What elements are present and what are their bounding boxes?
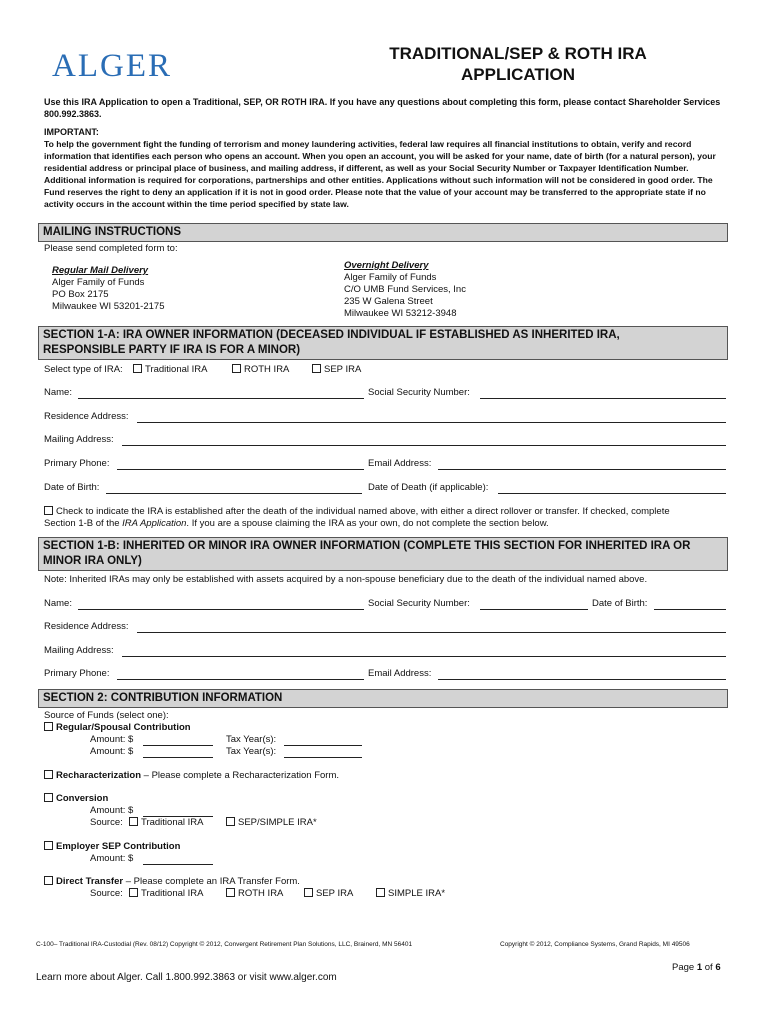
- ssn-label: Social Security Number:: [368, 387, 470, 398]
- dod-field[interactable]: [498, 493, 726, 494]
- inherited-check-text: Section 1-B of the: [44, 518, 123, 529]
- option-label: Traditional IRA: [141, 817, 204, 828]
- email-field[interactable]: [438, 469, 726, 470]
- inherited-check-text: . If you are a spouse claiming the IRA as your own, do not complete the section below.: [186, 518, 549, 529]
- dob-field[interactable]: [106, 493, 362, 494]
- tax-year-field[interactable]: [284, 757, 362, 758]
- direct-transfer-text: – Please complete an IRA Transfer Form.: [123, 876, 300, 887]
- select-ira-label: Select type of IRA:: [44, 364, 123, 375]
- s1b-residence-field[interactable]: [137, 632, 726, 633]
- conversion-label: Conversion: [56, 793, 109, 804]
- s1b-title-2: MINOR IRA ONLY): [43, 555, 142, 567]
- option-label: SEP IRA: [316, 888, 354, 899]
- checkbox-icon: [226, 888, 235, 897]
- roth-ira-checkbox[interactable]: [232, 364, 289, 376]
- checkbox-icon: [129, 888, 138, 897]
- option-label: SIMPLE IRA*: [388, 888, 446, 899]
- regular-mail-label: Regular Mail Delivery: [52, 265, 149, 276]
- important-label: IMPORTANT:: [44, 127, 99, 137]
- page-prefix: Page: [672, 962, 697, 973]
- inherited-checkbox[interactable]: [44, 506, 734, 530]
- employer-sep-label: Employer SEP Contribution: [56, 841, 181, 852]
- checkbox-icon: [304, 888, 313, 897]
- dob-label: Date of Birth:: [44, 482, 100, 493]
- title-line-2: APPLICATION: [461, 65, 575, 84]
- checkbox-icon: [376, 888, 385, 897]
- recharacterization-label: Recharacterization: [56, 770, 142, 781]
- s1a-title-1: SECTION 1-A: IRA OWNER INFORMATION (DECEASED INDIVIDUAL IF ESTABLISHED AS INHERITED IRA,: [43, 329, 620, 341]
- option-label: SEP IRA: [324, 364, 362, 375]
- mailing-section-header: MAILING INSTRUCTIONS: [38, 223, 728, 242]
- option-label: ROTH IRA: [244, 364, 290, 375]
- s1b-email-label: Email Address:: [368, 668, 432, 679]
- regular-contribution-label: Regular/Spousal Contribution: [56, 722, 191, 733]
- section-2-header: SECTION 2: CONTRIBUTION INFORMATION: [38, 689, 728, 708]
- conversion-sep-simple-checkbox[interactable]: [226, 817, 317, 829]
- checkbox-icon: [44, 770, 53, 779]
- footer-copyright-right: Copyright © 2012, Compliance Systems, Grand Rapids, MI 49506: [500, 941, 690, 948]
- amount-label: Amount: $: [90, 805, 134, 816]
- recharacterization-text: – Please complete a Recharacterization Form.: [141, 770, 340, 781]
- transfer-sep-checkbox[interactable]: [304, 888, 353, 900]
- s1b-dob-field[interactable]: [654, 609, 726, 610]
- regular-mail-block: [52, 265, 164, 313]
- overnight-line: C/O UMB Fund Services, Inc: [344, 284, 466, 295]
- checkbox-icon: [232, 364, 241, 373]
- amount-field[interactable]: [143, 745, 213, 746]
- regular-line: Alger Family of Funds: [52, 277, 145, 288]
- s1b-name-label: Name:: [44, 598, 72, 609]
- checkbox-icon: [133, 364, 142, 373]
- overnight-line: Alger Family of Funds: [344, 272, 437, 283]
- residence-label: Residence Address:: [44, 411, 129, 422]
- option-label: Traditional IRA: [141, 888, 204, 899]
- transfer-simple-checkbox[interactable]: [376, 888, 445, 900]
- page-total: 6: [715, 962, 721, 973]
- overnight-block: [344, 260, 466, 320]
- conversion-checkbox[interactable]: [44, 793, 108, 805]
- mailing-label: Mailing Address:: [44, 434, 114, 445]
- source-label: Source:: [90, 888, 123, 899]
- s1b-email-field[interactable]: [438, 679, 726, 680]
- title-line-1: TRADITIONAL/SEP & ROTH IRA: [389, 44, 647, 63]
- s1a-title-2: RESPONSIBLE PARTY IF IRA IS FOR A MINOR): [43, 344, 301, 356]
- amount-field[interactable]: [143, 757, 213, 758]
- s1b-dob-label: Date of Birth:: [592, 598, 648, 609]
- option-label: SEP/SIMPLE IRA*: [238, 817, 317, 828]
- name-label: Name:: [44, 387, 72, 398]
- intro-text: Use this IRA Application to open a Traditional, SEP, OR ROTH IRA. If you have any questions about completing this form, please contact Shareholder Services 800.992.3863.: [44, 97, 721, 119]
- transfer-traditional-checkbox[interactable]: [129, 888, 203, 900]
- checkbox-icon: [44, 793, 53, 802]
- residence-field[interactable]: [137, 422, 726, 423]
- send-text: Please send completed form to:: [44, 243, 178, 254]
- s1b-ssn-field[interactable]: [480, 609, 588, 610]
- amount-label: Amount: $: [90, 746, 134, 757]
- traditional-ira-checkbox[interactable]: [133, 364, 207, 376]
- amount-label: Amount: $: [90, 734, 134, 745]
- regular-contribution-checkbox[interactable]: [44, 722, 191, 734]
- checkbox-icon: [44, 841, 53, 850]
- section-1a-header: [38, 326, 728, 360]
- phone-field[interactable]: [117, 469, 364, 470]
- s1b-mailing-field[interactable]: [122, 656, 726, 657]
- regular-line: Milwaukee WI 53201-2175: [52, 301, 165, 312]
- direct-transfer-checkbox[interactable]: [44, 876, 300, 888]
- footer-copyright-left: C-100– Traditional IRA-Custodial (Rev. 08/12) Copyright © 2012, Convergent Retirement Plan Solutions, LLC, Brainerd, MN 56401: [36, 941, 413, 948]
- amount-label: Amount: $: [90, 853, 134, 864]
- section-1b-header: [38, 537, 728, 571]
- tax-year-label: Tax Year(s):: [226, 734, 277, 745]
- ssn-field[interactable]: [480, 398, 726, 399]
- transfer-roth-checkbox[interactable]: [226, 888, 283, 900]
- name-field[interactable]: [78, 398, 364, 399]
- dod-label: Date of Death (if applicable):: [368, 482, 489, 493]
- s1b-residence-label: Residence Address:: [44, 621, 129, 632]
- email-label: Email Address:: [368, 458, 432, 469]
- source-label: Source:: [90, 817, 123, 828]
- tax-year-field[interactable]: [284, 745, 362, 746]
- learn-more-text: Learn more about Alger. Call 1.800.992.3863 or visit www.alger.com: [36, 972, 337, 983]
- overnight-line: Milwaukee WI 53212-3948: [344, 308, 457, 319]
- source-of-funds-label: Source of Funds (select one):: [44, 710, 169, 721]
- employer-sep-checkbox[interactable]: [44, 841, 180, 853]
- s1b-phone-label: Primary Phone:: [44, 668, 110, 679]
- page-of: of: [702, 962, 716, 973]
- s1b-phone-field[interactable]: [117, 679, 364, 680]
- checkbox-icon: [312, 364, 321, 373]
- phone-label: Primary Phone:: [44, 458, 110, 469]
- important-text: To help the government fight the funding of terrorism and money laundering activities, federal law requires all financial institutions to obtain, verify and record information that identifies each person who opens an account. When you open an account, you will be asked for your name, date of birth (for a natural person), your residential address or principal place of business, and mailing address, if different, as well as your Social Security Number or Taxpayer Identification Number. Additional information is required for corporations, partnerships and other entities. Applications without such information will not be considered in good order. The Fund reserves the right to deny an application if it is not in good order. Please note that the value of your account may be transferred to the appropriate state if no activity occurs in the account within the time period specified by state law.: [44, 139, 716, 209]
- s1b-name-field[interactable]: [78, 609, 364, 610]
- tax-year-label: Tax Year(s):: [226, 746, 277, 757]
- checkbox-icon: [44, 506, 53, 515]
- s1b-note: Note: Inherited IRAs may only be established with assets acquired by a non-spouse beneficiary due to the death of the individual named above.: [44, 574, 648, 585]
- overnight-line: 235 W Galena Street: [344, 296, 433, 307]
- alger-logo: ALGER: [52, 48, 172, 84]
- recharacterization-checkbox[interactable]: [44, 770, 339, 782]
- checkbox-icon: [129, 817, 138, 826]
- option-label: ROTH IRA: [238, 888, 284, 899]
- checkbox-icon: [226, 817, 235, 826]
- option-label: Traditional IRA: [145, 364, 208, 375]
- employer-sep-amount-field[interactable]: [143, 864, 213, 865]
- overnight-label: Overnight Delivery: [344, 260, 429, 271]
- s1b-ssn-label: Social Security Number:: [368, 598, 470, 609]
- inherited-check-text: IRA Application: [122, 518, 187, 529]
- inherited-check-text: Check to indicate the IRA is established after the death of the individual named above, with either a direct rollover or transfer. If checked, complete: [56, 506, 670, 517]
- page-num: 1: [696, 962, 703, 973]
- s1b-mailing-label: Mailing Address:: [44, 645, 114, 656]
- s1b-title-1: SECTION 1-B: INHERITED OR MINOR IRA OWNER INFORMATION (COMPLETE THIS SECTION FOR INHERITED IRA OR: [43, 540, 691, 552]
- sep-ira-checkbox[interactable]: [312, 364, 361, 376]
- direct-transfer-label: Direct Transfer: [56, 876, 124, 887]
- page-title: [338, 43, 698, 85]
- regular-line: PO Box 2175: [52, 289, 109, 300]
- checkbox-icon: [44, 722, 53, 731]
- mailing-field[interactable]: [122, 445, 726, 446]
- checkbox-icon: [44, 876, 53, 885]
- conversion-traditional-checkbox[interactable]: [129, 817, 203, 829]
- page-number: [672, 962, 721, 974]
